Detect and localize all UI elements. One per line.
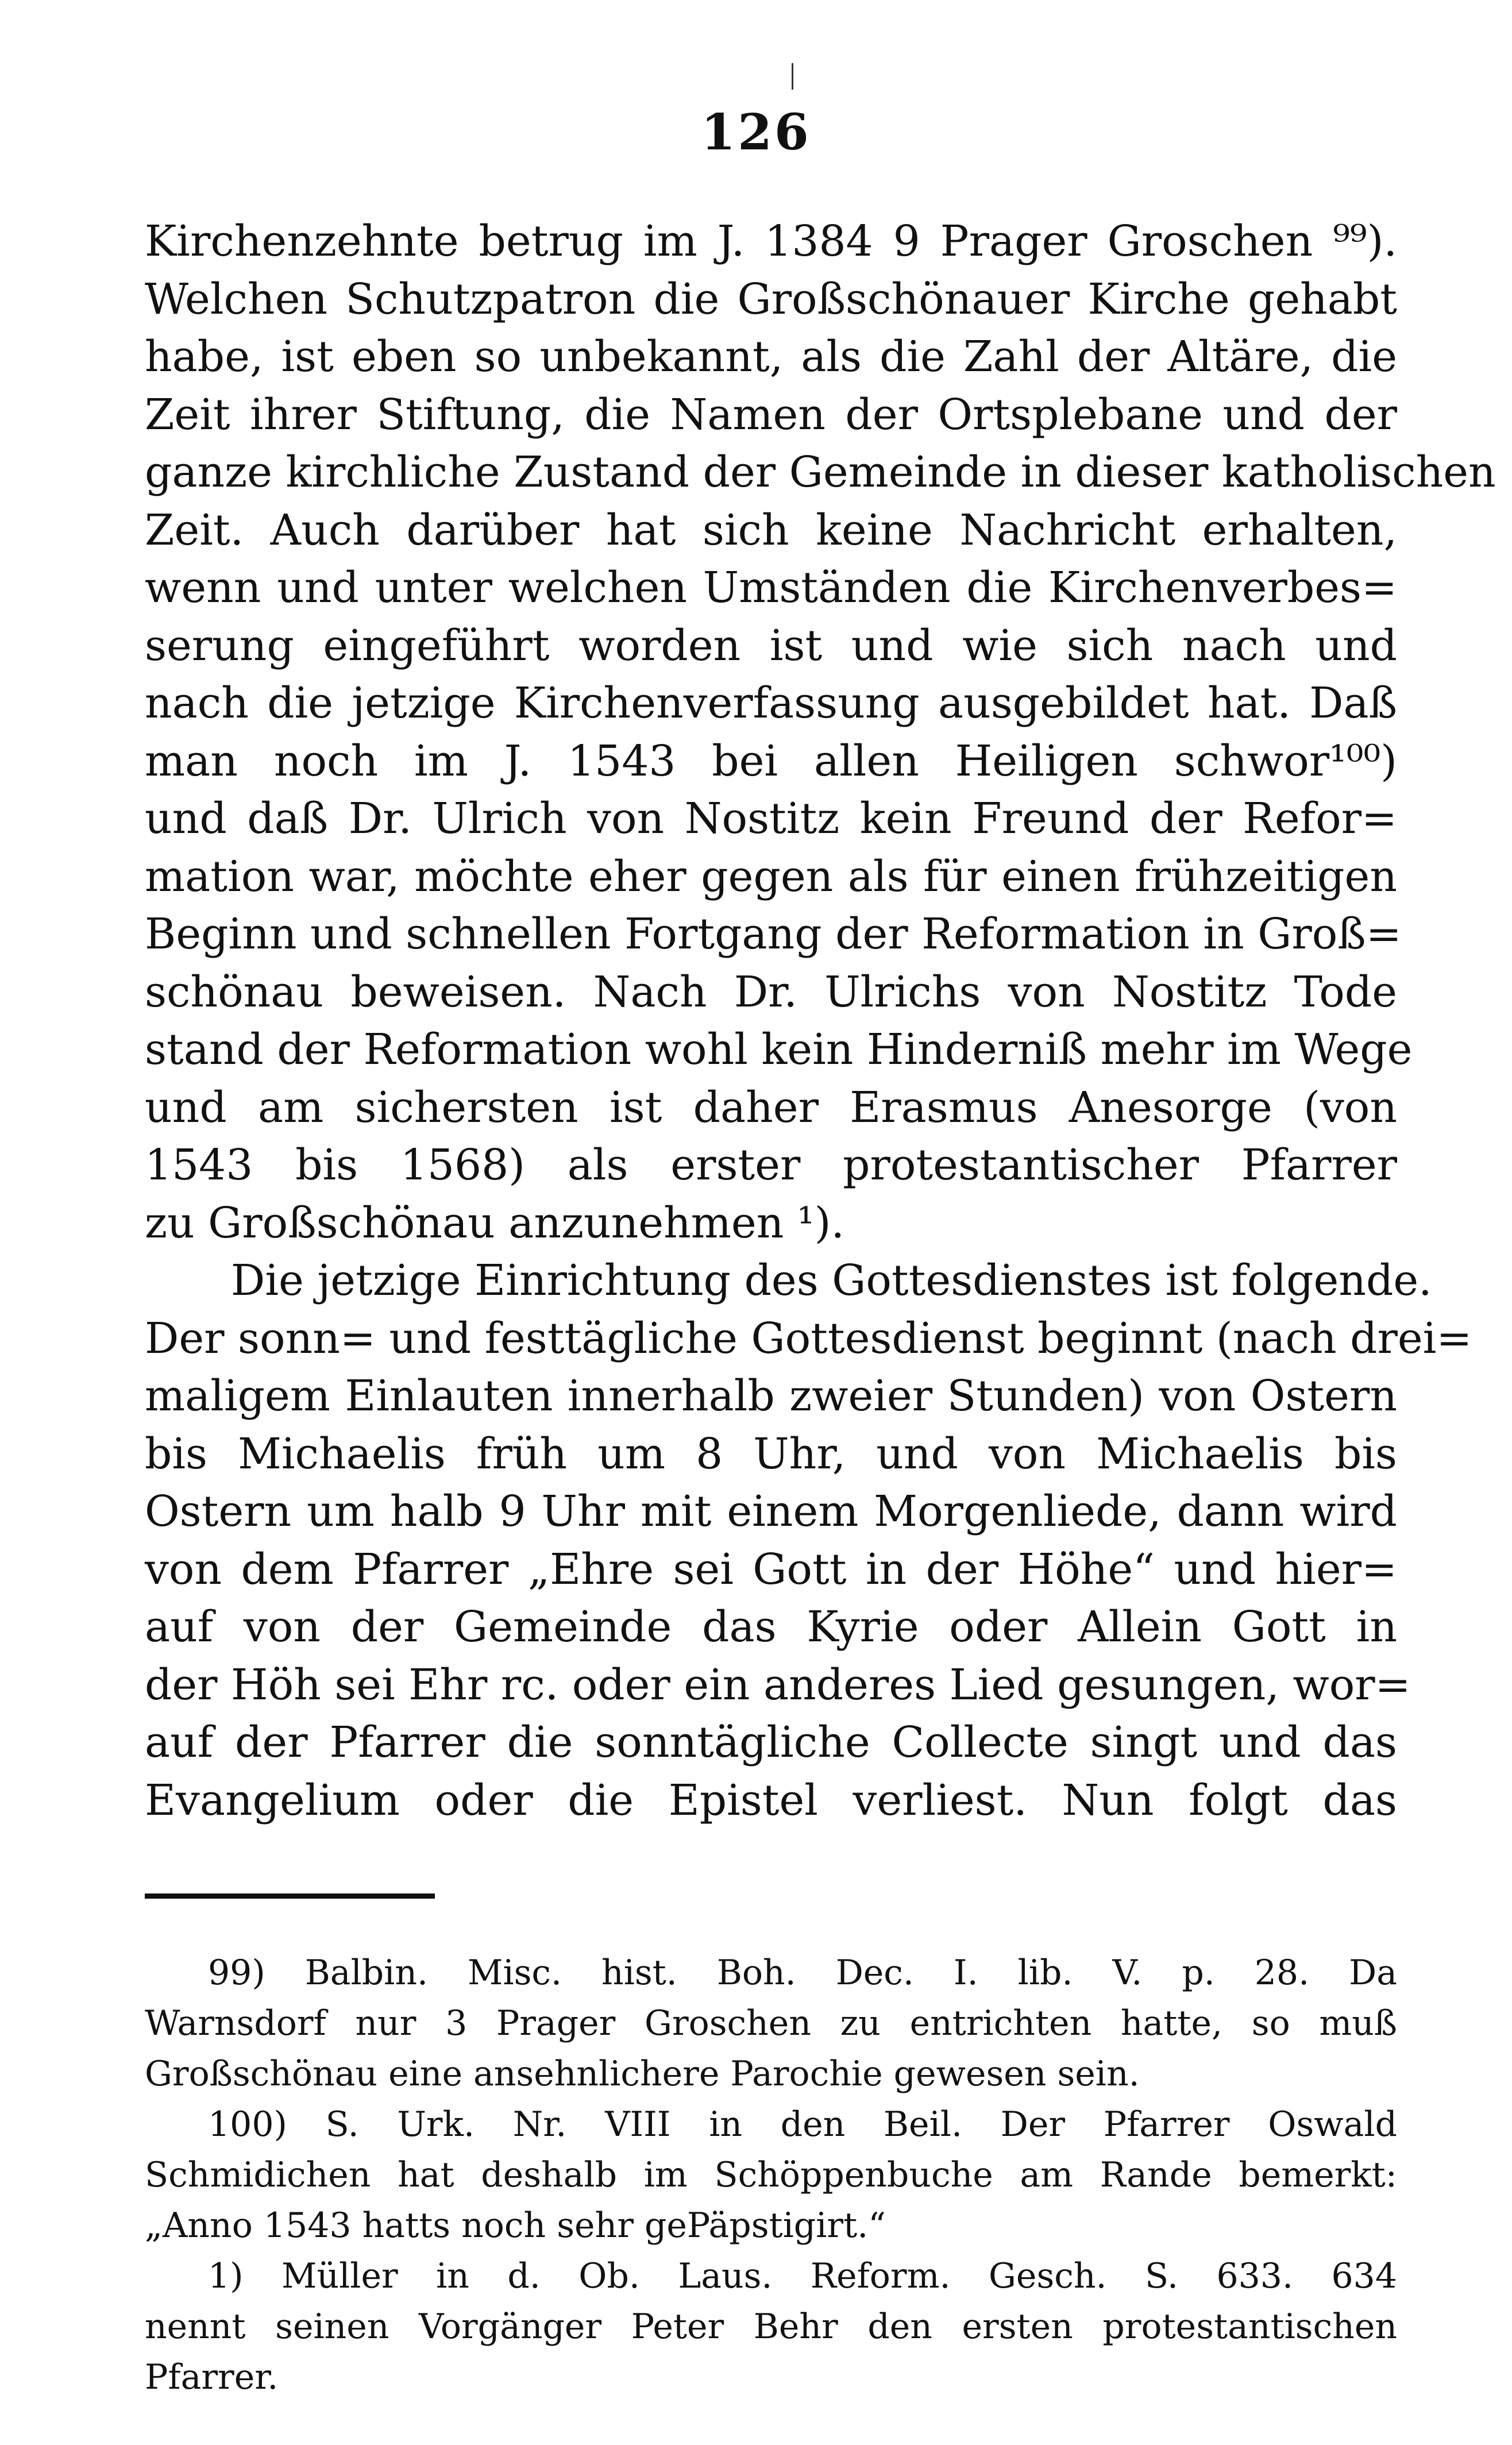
text-line: auf von der Gemeinde das Kyrie oder Allein Gott in [145,1602,1397,1652]
text-line: Kirchenzehnte betrug im J. 1384 9 Prager Groschen ⁹⁹). [145,217,1397,266]
text-line: der Höh sei Ehr rc. oder ein anderes Lied gesungen, wor= [145,1660,1411,1710]
text-line: Welchen Schutzpatron die Großschönauer Kirche gehabt [145,274,1397,324]
footnote-line: „Anno 1543 hatts noch sehr gePäpstigirt.“ [145,2205,886,2246]
text-line: Die jetzige Einrichtung des Gottesdienstes ist folgende. [231,1256,1432,1305]
text-line: man noch im J. 1543 bei allen Heiligen schwor¹⁰⁰) [145,736,1397,786]
text-line: Beginn und schnellen Fortgang der Reformation in Groß= [145,909,1402,959]
text-line: Ostern um halb 9 Uhr mit einem Morgenliede, dann wird [145,1487,1397,1536]
text-line: und daß Dr. Ulrich von Nostitz kein Freund der Refor= [145,794,1397,843]
page-number: 126 [701,103,811,161]
text-line: wenn und unter welchen Umständen die Kirchenverbes= [145,563,1397,612]
text-line: Der sonn= und festtägliche Gottesdienst beginnt (nach drei= [145,1313,1472,1363]
footnote-line: Warnsdorf nur 3 Prager Groschen zu entrichten hatte, so muß [145,2003,1397,2043]
text-line: serung eingeführt worden ist und wie sich nach und [145,620,1397,670]
text-line: mation war, möchte eher gegen als für einen frühzeitigen [145,851,1397,901]
text-line: Zeit. Auch darüber hat sich keine Nachricht erhalten, [145,505,1397,555]
footnote-line: 99) Balbin. Misc. hist. Boh. Dec. I. lib. V. p. 28. Da [208,1953,1397,1993]
footnote-line: Großschönau eine ansehnlichere Parochie gewesen sein. [145,2054,1140,2094]
text-line: nach die jetzige Kirchenverfassung ausgebildet hat. Daß [145,678,1397,728]
text-line: ganze kirchliche Zustand der Gemeinde in dieser katholischen [145,448,1496,497]
footnote-line: 100) S. Urk. Nr. VIII in den Beil. Der Pfarrer Oswald [208,2104,1397,2145]
page-mark [792,63,793,90]
text-line: maligem Einlauten innerhalb zweier Stunden) von Ostern [145,1371,1397,1421]
text-line: zu Großschönau anzunehmen ¹). [145,1198,844,1248]
text-line: von dem Pfarrer „Ehre sei Gott in der Höhe“ und hier= [145,1544,1397,1594]
footnote-divider [145,1893,435,1899]
text-line: stand der Reformation wohl kein Hinderniß mehr im Wege [145,1025,1413,1074]
main-text [145,213,1496,1829]
footnotes [145,1947,1397,2402]
footnote-line: nennt seinen Vorgänger Peter Behr den ersten protestantischen [145,2307,1397,2347]
text-line: Zeit ihrer Stiftung, die Namen der Ortsplebane und der [145,389,1397,439]
text-line: Evangelium oder die Epistel verliest. Nun folgt das [145,1775,1397,1825]
text-line: schönau beweisen. Nach Dr. Ulrichs von Nostitz Tode [145,967,1397,1017]
footnote-line: 1) Müller in d. Ob. Laus. Reform. Gesch. S. 633. 634 [208,2256,1397,2296]
footnote-line: Pfarrer. [145,2357,279,2397]
paragraph [145,1252,1472,1829]
text-line: bis Michaelis früh um 8 Uhr, und von Michaelis bis [145,1429,1397,1479]
footnote-line: Schmidichen hat deshalb im Schöppenbuche am Rande bemerkt: [145,2155,1397,2195]
text-line: auf der Pfarrer die sonntägliche Collecte singt und das [145,1718,1397,1767]
text-line: und am sichersten ist daher Erasmus Anesorge (von [145,1082,1397,1132]
text-line: 1543 bis 1568) als erster protestantischer Pfarrer [145,1140,1397,1190]
text-line: habe, ist eben so unbekannt, als die Zahl der Altäre, die [145,332,1397,381]
